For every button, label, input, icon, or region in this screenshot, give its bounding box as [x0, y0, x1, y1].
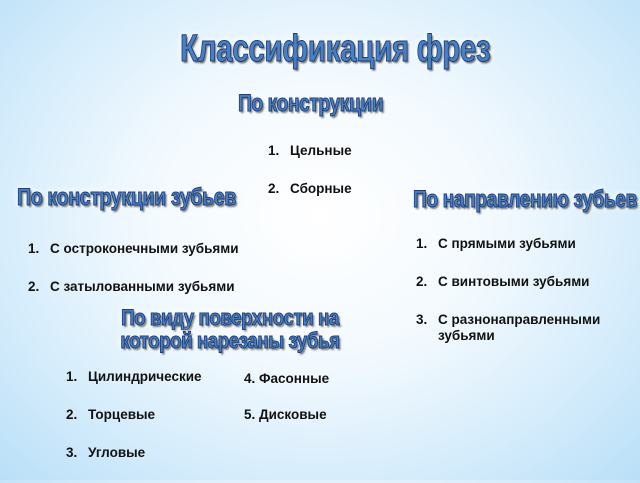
list-item-text: С разнонаправленными зубьями	[438, 312, 601, 343]
list-item	[66, 407, 202, 445]
list-item	[244, 407, 329, 443]
list-item-text: Сборные	[290, 181, 352, 196]
list-item-number: 2.	[268, 181, 280, 196]
list-item	[416, 236, 628, 274]
list-item-text: 5. Дисковые	[244, 407, 327, 422]
list-surface-left	[66, 369, 202, 483]
list-item	[416, 274, 628, 312]
heading-line: которой нарезаны зубья	[120, 328, 340, 353]
list-item-number: 2.	[416, 274, 428, 289]
list-item-number: 1.	[268, 143, 280, 158]
list-item-number: 1.	[28, 241, 40, 256]
list-item-number: 3.	[416, 312, 428, 327]
list-item-text: 4. Фасонные	[244, 371, 330, 386]
list-item-number: 2.	[66, 407, 78, 422]
list-item	[66, 369, 202, 407]
list-item	[268, 143, 352, 181]
list-item-text: С затылованными зубьями	[50, 279, 235, 294]
slide-title: Классификация фрез	[180, 28, 491, 70]
list-item-number: 1.	[66, 369, 78, 384]
list-item	[66, 445, 202, 483]
list-item-number: 2.	[28, 279, 40, 294]
list-item	[268, 181, 352, 219]
list-item-text: Торцевые	[88, 407, 156, 422]
heading-by-teeth-construction: По конструкции зубьев	[17, 184, 236, 211]
list-item-text: С винтовыми зубьями	[438, 274, 590, 289]
list-item-number: 3.	[66, 445, 78, 460]
heading-by-teeth-direction: По направлению зубьев	[413, 186, 637, 213]
list-item-text: С остроконечными зубьями	[50, 241, 239, 256]
heading-by-surface	[120, 306, 341, 352]
heading-by-construction: По конструкции	[238, 90, 384, 117]
list-item-number: 1.	[416, 236, 428, 251]
list-item-text: Цельные	[290, 143, 352, 158]
list-teeth-direction	[416, 236, 628, 350]
heading-line: По виду поверхности на	[121, 305, 339, 330]
list-surface-right	[244, 371, 329, 443]
list-construction	[268, 143, 352, 219]
list-item-text: С прямыми зубьями	[438, 236, 576, 251]
list-item-text: Угловые	[88, 445, 146, 460]
list-item-text: Цилиндрические	[88, 369, 202, 384]
list-item	[244, 371, 329, 407]
list-item	[416, 312, 628, 350]
list-item	[28, 241, 239, 279]
